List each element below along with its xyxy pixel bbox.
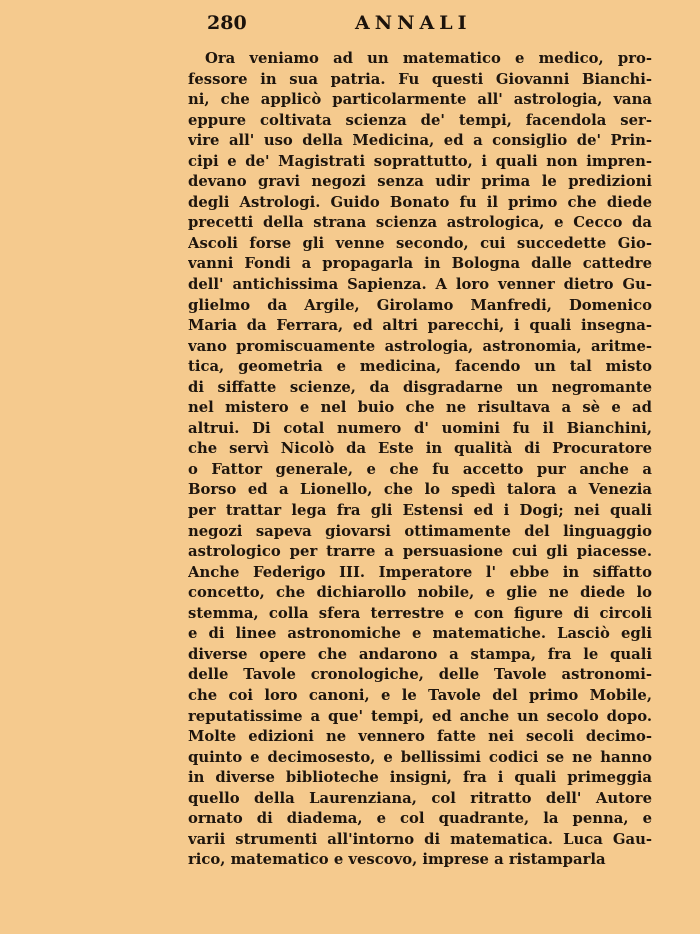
text-line: Molte edizioni ne vennero fatte nei secoli decimo-	[188, 728, 652, 746]
text-line: quinto e decimosesto, e bellissimi codici se ne hanno	[188, 748, 652, 766]
text-line: quello della Laurenziana, col ritratto dell' Autore	[188, 789, 652, 807]
running-title: ANNALI	[355, 12, 472, 34]
text-line: diverse opere che andarono a stampa, fra le quali	[188, 645, 652, 663]
text-line: tica, geometria e medicina, facendo un tal misto	[188, 358, 652, 376]
text-line: nel mistero e nel buio che ne risultava a sè e ad	[188, 399, 652, 417]
text-line: Maria da Ferrara, ed altri parecchi, i quali insegna-	[188, 317, 652, 335]
text-line: Ora veniamo ad un matematico e medico, pro-	[205, 50, 652, 67]
text-line: stemma, colla sfera terrestre e con figure di circoli	[188, 604, 652, 622]
text-line: concetto, che dichiarollo nobile, e glie ne diede lo	[188, 584, 652, 602]
running-head	[0, 12, 700, 38]
body-text	[188, 49, 652, 871]
text-line: altrui. Di cotal numero d' uomini fu il Bianchini,	[188, 419, 652, 437]
text-line: astrologico per trarre a persuasione cui gli piacesse.	[188, 543, 652, 561]
text-line: rico, matematico e vescovo, imprese a ristamparla	[188, 851, 606, 869]
text-line: cipi e de' Magistrati soprattutto, i quali non impren-	[188, 152, 652, 170]
text-line: che coi loro canoni, e le Tavole del primo Mobile,	[188, 686, 652, 704]
text-line: eppure coltivata scienza de' tempi, facendola ser-	[188, 111, 652, 129]
text-line: Anche Federigo III. Imperatore l' ebbe in siffatto	[188, 563, 652, 581]
text-line: in diverse biblioteche insigni, fra i quali primeggia	[188, 769, 652, 787]
text-line: reputatissime a que' tempi, ed anche un secolo dopo.	[188, 707, 652, 725]
text-line: vire all' uso della Medicina, ed a consiglio de' Prin-	[188, 132, 652, 150]
text-line: precetti della strana scienza astrologica, e Cecco da	[188, 214, 652, 232]
text-line: fessore in sua patria. Fu questi Giovanni Bianchi-	[188, 70, 652, 88]
text-line: di siffatte scienze, da disgradarne un negromante	[188, 378, 652, 396]
text-line: vano promiscuamente astrologia, astronomia, aritme-	[188, 337, 652, 355]
text-line: ni, che applicò particolarmente all' astrologia, vana	[188, 91, 652, 109]
text-line: Ascoli forse gli venne secondo, cui succedette Gio-	[188, 234, 652, 252]
text-line: che servì Nicolò da Este in qualità di Procuratore	[188, 440, 652, 458]
text-line: negozi sapeva giovarsi ottimamente del linguaggio	[188, 522, 652, 540]
text-line: e di linee astronomiche e matematiche. Lasciò egli	[188, 625, 652, 643]
text-line: per trattar lega fra gli Estensi ed i Dogi; nei quali	[188, 502, 652, 520]
text-line: dell' antichissima Sapienza. A loro venner dietro Gu-	[188, 276, 652, 294]
text-line: glielmo da Argile, Girolamo Manfredi, Domenico	[188, 296, 652, 314]
text-line: varii strumenti all'intorno di matematica. Luca Gau-	[188, 830, 652, 848]
text-line: o Fattor generale, e che fu accetto pur anche a	[188, 460, 652, 478]
text-line: devano gravi negozi senza udir prima le predizioni	[188, 173, 652, 191]
text-line: ornato di diadema, e col quadrante, la penna, e	[188, 810, 652, 828]
text-line: degli Astrologi. Guido Bonato fu il primo che diede	[188, 193, 652, 211]
page-number: 280	[207, 12, 247, 34]
text-line: Borso ed a Lionello, che lo spedì talora a Venezia	[188, 481, 652, 499]
text-line: vanni Fondi a propagarla in Bologna dalle cattedre	[188, 255, 652, 273]
text-line: delle Tavole cronologiche, delle Tavole astronomi-	[188, 666, 652, 684]
